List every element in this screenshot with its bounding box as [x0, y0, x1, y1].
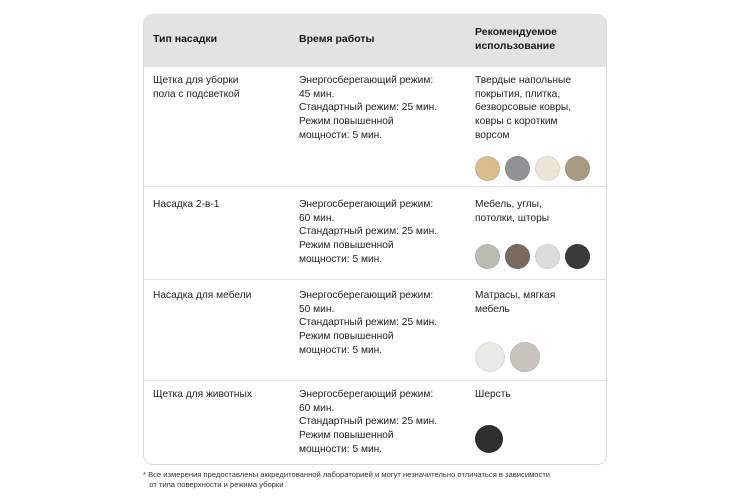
run-time-cell: Энергосберегающий режим: 60 мин. Стандартный режим: 25 мин. Режим повышенной мощности: 5 мин.	[299, 389, 438, 455]
short-pile-carpet-swatch	[565, 156, 590, 181]
surface-swatches	[475, 342, 540, 372]
header-run-time: Время работы	[299, 33, 375, 45]
recommended-use-cell: Шерсть	[475, 389, 511, 400]
mattress-swatch	[475, 342, 505, 372]
wood-floor-swatch	[475, 156, 500, 181]
surface-swatches	[475, 156, 590, 181]
brush-type-cell: Щетка для уборки пола с подсветкой	[153, 75, 240, 100]
table-row	[144, 279, 606, 381]
footnote: * Все измерения предоставлены аккредитованной лабораторией и могут незначительно отличаться в зависимости от типа поверхности и режима уборки	[143, 470, 551, 489]
surface-swatches	[475, 425, 503, 453]
table-header	[144, 15, 606, 66]
recommended-use-cell: Твердые напольные покрытия, плитка, безворсовые ковры, ковры с коротким ворсом	[475, 75, 572, 141]
sofa-swatch	[510, 342, 540, 372]
brush-type-cell: Насадка для мебели	[153, 290, 252, 301]
recommended-use-cell: Мебель, углы, потолки, шторы	[475, 199, 550, 224]
run-time-cell: Энергосберегающий режим: 60 мин. Стандартный режим: 25 мин. Режим повышенной мощности: 5 мин.	[299, 199, 438, 265]
brush-type-cell: Щетка для животных	[153, 389, 252, 400]
corner-swatch	[505, 244, 530, 269]
brush-type-cell: Насадка 2-в-1	[153, 199, 220, 210]
flat-rug-swatch	[535, 156, 560, 181]
pet-hair-swatch	[475, 425, 503, 453]
furniture-swatch	[475, 244, 500, 269]
table-row	[144, 66, 606, 187]
header-brush-type: Тип насадки	[153, 33, 218, 45]
table-row	[144, 186, 606, 280]
run-time-cell: Энергосберегающий режим: 50 мин. Стандартный режим: 25 мин. Режим повышенной мощности: 5 мин.	[299, 290, 438, 356]
tile-swatch	[505, 156, 530, 181]
table-row	[144, 380, 606, 465]
run-time-cell: Энергосберегающий режим: 45 мин. Стандартный режим: 25 мин. Режим повышенной мощности: 5 мин.	[299, 75, 438, 141]
curtain-swatch	[565, 244, 590, 269]
brush-comparison-table	[143, 14, 607, 465]
header-recommended-use: Рекомендуемое использование	[475, 26, 558, 52]
recommended-use-cell: Матрасы, мягкая мебель	[475, 290, 556, 315]
surface-swatches	[475, 244, 590, 269]
ceiling-swatch	[535, 244, 560, 269]
